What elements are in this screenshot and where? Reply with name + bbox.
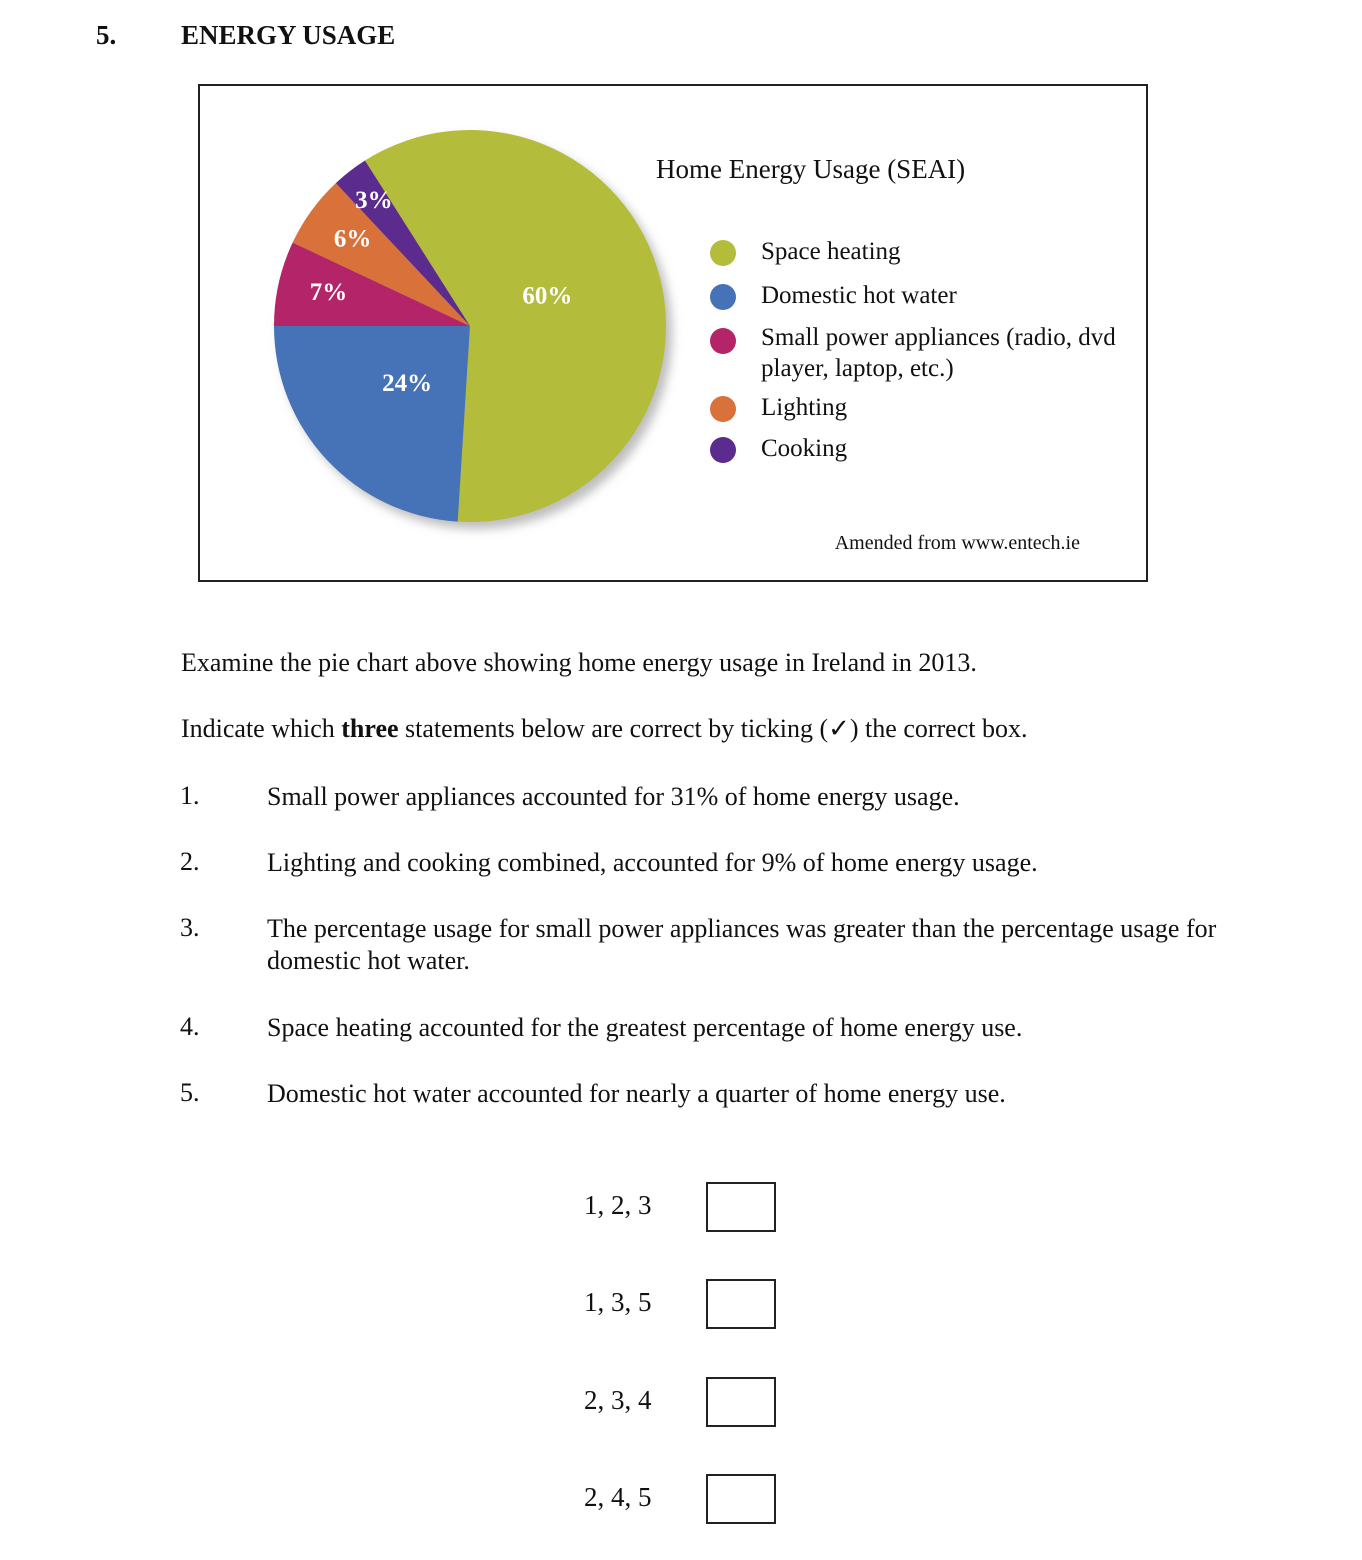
statement-number: 1.	[180, 781, 200, 810]
legend-label: Domestic hot water	[761, 282, 957, 309]
answer-checkbox[interactable]	[706, 1182, 776, 1232]
answer-option-label: 2, 3, 4	[584, 1385, 652, 1415]
statement-text: Space heating accounted for the greatest percentage of home energy use.	[267, 1013, 1023, 1042]
legend-swatch	[710, 240, 736, 266]
pie-label-cooking: 3%	[355, 186, 393, 214]
statement-number: 5.	[180, 1078, 200, 1107]
indicate-bold-word: three	[341, 714, 399, 743]
answer-option-label: 1, 3, 5	[584, 1287, 652, 1317]
answer-option-4	[560, 1474, 780, 1524]
pie-slice-domestic-hot-water	[274, 326, 470, 522]
statement-number: 2.	[180, 847, 200, 876]
pie-label-space-heating: 60%	[522, 282, 573, 310]
question-title: ENERGY USAGE	[181, 20, 396, 50]
legend-label: Cooking	[761, 435, 848, 462]
statement-number: 3.	[180, 913, 200, 942]
chart-title: Home Energy Usage (SEAI)	[656, 154, 966, 184]
statement-text: The percentage usage for small power appliances was greater than the percentage usage for domestic hot water.	[267, 914, 1217, 975]
statement-number: 4.	[180, 1012, 200, 1041]
pie-label-small-power-appliances: 7%	[309, 279, 348, 307]
legend-swatch	[710, 284, 736, 310]
indicate-text-before: Indicate which	[181, 714, 342, 743]
legend-label: Small power appliances (radio, dvd player, laptop, etc.)	[761, 324, 1116, 382]
legend-swatch	[710, 328, 736, 354]
answer-option-label: 2, 4, 5	[584, 1482, 652, 1512]
source-note: Amended from www.entech.ie	[834, 532, 1080, 554]
answer-option-1	[560, 1182, 780, 1232]
answer-checkbox[interactable]	[706, 1279, 776, 1329]
legend-swatch	[710, 437, 736, 463]
answer-option-3	[560, 1377, 780, 1427]
answer-option-label: 1, 2, 3	[584, 1190, 652, 1220]
pie-label-domestic-hot-water: 24%	[382, 369, 433, 397]
indicate-text-after: statements below are correct by ticking (✓) the correct box.	[398, 714, 1028, 743]
statement-text: Small power appliances accounted for 31% of home energy usage.	[267, 782, 960, 811]
chart-frame	[198, 84, 1148, 582]
answer-checkbox[interactable]	[706, 1377, 776, 1427]
indicate-instruction	[181, 714, 1027, 744]
legend-label: Lighting	[761, 394, 848, 421]
answer-checkbox[interactable]	[706, 1474, 776, 1524]
question-number: 5.	[96, 20, 117, 50]
answer-option-2	[560, 1279, 780, 1329]
statement-text: Lighting and cooking combined, accounted for 9% of home energy usage.	[267, 848, 1038, 877]
legend-label: Space heating	[761, 238, 901, 265]
legend-swatch	[710, 396, 736, 422]
examine-instruction: Examine the pie chart above showing home energy usage in Ireland in 2013.	[181, 648, 977, 677]
pie-label-lighting: 6%	[333, 225, 372, 253]
statement-text: Domestic hot water accounted for nearly a quarter of home energy use.	[267, 1079, 1006, 1108]
